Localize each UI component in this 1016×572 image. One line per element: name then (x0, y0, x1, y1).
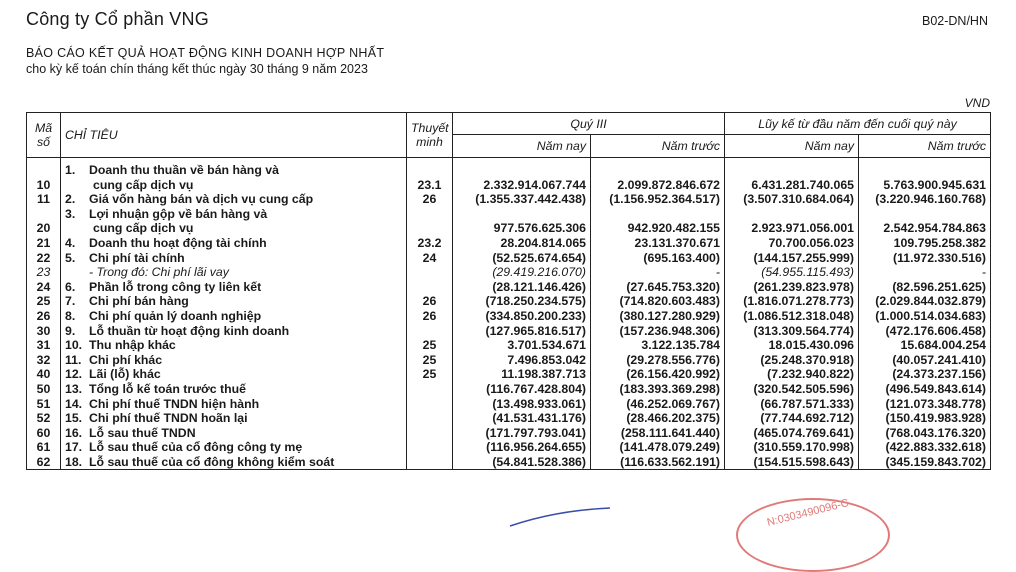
table-row (27, 294, 991, 309)
row-index: 10. (65, 338, 83, 353)
row-ytd-current: 18.015.430.096 (725, 338, 859, 353)
row-ytd-current: (310.559.170.998) (725, 440, 859, 455)
row-ytd-current: (7.232.940.822) (725, 367, 859, 382)
table-row (27, 353, 991, 368)
row-note: 26 (407, 192, 453, 207)
row-ytd-prior: (40.057.241.410) (859, 353, 991, 368)
row-note: 26 (407, 309, 453, 324)
row-quarter-prior: (29.278.556.776) (591, 353, 725, 368)
row-quarter-prior: (714.820.603.483) (591, 294, 725, 309)
row-label-continued: cung cấp dịch vụ (93, 221, 194, 236)
row-label (61, 353, 407, 368)
row-ytd-prior: (24.373.237.156) (859, 367, 991, 382)
row-note: 25 (407, 367, 453, 382)
row-label (61, 440, 407, 455)
row-index: 2. (65, 192, 76, 207)
header-quarter: Quý III (453, 113, 725, 135)
row-ytd-prior: (82.596.251.625) (859, 280, 991, 295)
row-ytd-current: (144.157.255.999) (725, 251, 859, 266)
row-index: 6. (65, 279, 76, 294)
row-index: 4. (65, 235, 76, 250)
row-note (407, 207, 453, 222)
row-code (27, 207, 61, 222)
row-ytd-prior (859, 207, 991, 222)
row-note (407, 455, 453, 470)
row-quarter-current (453, 207, 591, 222)
row-label (61, 294, 407, 309)
row-quarter-prior: (27.645.753.320) (591, 280, 725, 295)
row-quarter-current: (13.498.933.061) (453, 397, 591, 412)
header-quarter-current: Năm nay (453, 135, 591, 158)
table-row (27, 192, 991, 207)
table-row (27, 251, 991, 266)
table-row (27, 382, 991, 397)
row-label-text: Lỗ sau thuế TNDN (89, 425, 196, 440)
row-label (61, 324, 407, 339)
row-label-text: Chi phí thuế TNDN hoãn lại (89, 411, 248, 426)
row-label (61, 265, 407, 280)
table-body (27, 158, 991, 470)
row-quarter-current (453, 158, 591, 178)
header-code: Mã số (27, 113, 61, 158)
row-quarter-current: 977.576.625.306 (453, 221, 591, 236)
row-note (407, 426, 453, 441)
row-index: 3. (65, 206, 76, 221)
row-ytd-prior: (345.159.843.702) (859, 455, 991, 470)
stamp-text: N:0303490096-C (765, 497, 851, 529)
form-code: B02-DN/HN (922, 14, 988, 28)
row-ytd-current: (54.955.115.493) (725, 265, 859, 280)
row-label (61, 280, 407, 295)
row-note: 25 (407, 353, 453, 368)
row-quarter-prior: (141.478.079.249) (591, 440, 725, 455)
row-code: 52 (27, 411, 61, 426)
row-ytd-prior: (768.043.176.320) (859, 426, 991, 441)
row-index: 15. (65, 411, 83, 426)
row-ytd-prior: (1.000.514.034.683) (859, 309, 991, 324)
row-ytd-prior: (121.073.348.778) (859, 397, 991, 412)
row-quarter-prior: 2.099.872.846.672 (591, 178, 725, 193)
table-row (27, 338, 991, 353)
row-label (61, 426, 407, 441)
row-code: 25 (27, 294, 61, 309)
table-row (27, 280, 991, 295)
row-note: 25 (407, 338, 453, 353)
row-ytd-prior: - (859, 265, 991, 280)
row-label-text: Chi phí bán hàng (89, 294, 189, 309)
row-code: 11 (27, 192, 61, 207)
row-code: 51 (27, 397, 61, 412)
row-label (61, 236, 407, 251)
row-quarter-current: 11.198.387.713 (453, 367, 591, 382)
table-row (27, 367, 991, 382)
row-quarter-current: (127.965.816.517) (453, 324, 591, 339)
table-row (27, 455, 991, 470)
row-index: 16. (65, 425, 83, 440)
row-ytd-prior: (496.549.843.614) (859, 382, 991, 397)
row-code: 23 (27, 265, 61, 280)
row-index: 8. (65, 308, 76, 323)
table-row (27, 265, 991, 280)
row-code: 31 (27, 338, 61, 353)
table-row (27, 178, 991, 193)
row-quarter-prior: (116.633.562.191) (591, 455, 725, 470)
row-ytd-current: (313.309.564.774) (725, 324, 859, 339)
row-quarter-prior: (157.236.948.306) (591, 324, 725, 339)
row-label (61, 455, 407, 470)
row-note: 23.1 (407, 178, 453, 193)
row-ytd-current: (1.086.512.318.048) (725, 309, 859, 324)
row-index: 12. (65, 367, 83, 382)
row-quarter-current: (1.355.337.442.438) (453, 192, 591, 207)
row-label-text: - Trong đó: Chi phí lãi vay (89, 265, 229, 280)
row-label (61, 411, 407, 426)
row-quarter-prior: (695.163.400) (591, 251, 725, 266)
row-note (407, 397, 453, 412)
row-quarter-current: (54.841.528.386) (453, 455, 591, 470)
row-code: 10 (27, 178, 61, 193)
row-label-text: Lợi nhuận gộp về bán hàng và (89, 206, 268, 221)
row-label (61, 397, 407, 412)
row-code: 20 (27, 221, 61, 236)
row-quarter-current: (28.121.146.426) (453, 280, 591, 295)
row-label (61, 251, 407, 266)
row-index: 18. (65, 454, 83, 469)
row-ytd-prior: 2.542.954.784.863 (859, 221, 991, 236)
row-label-text: Chi phí tài chính (89, 250, 185, 265)
table-row (27, 207, 991, 222)
report-title: BÁO CÁO KẾT QUẢ HOẠT ĐỘNG KINH DOANH HỢP NHẤT (26, 46, 385, 60)
row-ytd-prior: 15.684.004.254 (859, 338, 991, 353)
row-label-text: Lỗ sau thuế của cổ đông không kiểm soát (89, 454, 335, 469)
row-quarter-current: (41.531.431.176) (453, 411, 591, 426)
row-quarter-current: (116.956.264.655) (453, 440, 591, 455)
row-code: 40 (27, 367, 61, 382)
row-label (61, 207, 407, 222)
row-code: 32 (27, 353, 61, 368)
row-code: 24 (27, 280, 61, 295)
row-quarter-current: (334.850.200.233) (453, 309, 591, 324)
row-ytd-prior: (150.419.983.928) (859, 411, 991, 426)
row-quarter-prior: 3.122.135.784 (591, 338, 725, 353)
row-note: 23.2 (407, 236, 453, 251)
row-index: 13. (65, 381, 83, 396)
row-ytd-current: (25.248.370.918) (725, 353, 859, 368)
row-quarter-prior (591, 158, 725, 178)
row-index: 1. (65, 163, 76, 177)
row-ytd-prior: (422.883.332.618) (859, 440, 991, 455)
row-note (407, 280, 453, 295)
row-ytd-prior: 109.795.258.382 (859, 236, 991, 251)
header-ytd-current: Năm nay (725, 135, 859, 158)
row-label-text: Tổng lỗ kế toán trước thuế (89, 381, 247, 396)
table-row (27, 158, 991, 178)
row-quarter-prior: (46.252.069.767) (591, 397, 725, 412)
row-quarter-prior (591, 207, 725, 222)
row-label-continued: cung cấp dịch vụ (93, 177, 194, 192)
row-code: 30 (27, 324, 61, 339)
row-ytd-current: 70.700.056.023 (725, 236, 859, 251)
row-ytd-current: (320.542.505.596) (725, 382, 859, 397)
row-label-text: Chi phí quản lý doanh nghiệp (89, 308, 262, 323)
row-quarter-prior: (380.127.280.929) (591, 309, 725, 324)
header-ytd-prior: Năm trước (859, 135, 991, 158)
row-note (407, 382, 453, 397)
row-label-text: Thu nhập khác (89, 338, 176, 353)
row-quarter-prior: (26.156.420.992) (591, 367, 725, 382)
row-label-text: Doanh thu thuần về bán hàng và (89, 163, 279, 177)
row-ytd-current: (66.787.571.333) (725, 397, 859, 412)
row-ytd-current: (77.744.692.712) (725, 411, 859, 426)
row-label (61, 178, 407, 193)
row-ytd-current: (261.239.823.978) (725, 280, 859, 295)
row-code: 22 (27, 251, 61, 266)
row-ytd-prior (859, 158, 991, 178)
row-ytd-prior: (3.220.946.160.768) (859, 192, 991, 207)
row-quarter-current: 7.496.853.042 (453, 353, 591, 368)
row-label-text: Lỗ sau thuế của cổ đông công ty mẹ (89, 440, 303, 455)
row-quarter-current: 3.701.534.671 (453, 338, 591, 353)
row-quarter-prior: (258.111.641.440) (591, 426, 725, 441)
row-index: 11. (65, 352, 82, 367)
row-label (61, 221, 407, 236)
row-quarter-prior: (1.156.952.364.517) (591, 192, 725, 207)
row-code: 50 (27, 382, 61, 397)
header-ytd: Lũy kế từ đầu năm đến cuối quý này (725, 113, 991, 135)
row-index: 7. (65, 294, 76, 309)
row-note (407, 440, 453, 455)
row-ytd-current: (3.507.310.684.064) (725, 192, 859, 207)
row-ytd-prior: (472.176.606.458) (859, 324, 991, 339)
row-note (407, 158, 453, 178)
row-quarter-current: (52.525.674.654) (453, 251, 591, 266)
row-quarter-prior: (183.393.369.298) (591, 382, 725, 397)
row-label (61, 192, 407, 207)
row-label (61, 367, 407, 382)
table-row (27, 221, 991, 236)
table-row (27, 309, 991, 324)
row-note (407, 221, 453, 236)
row-label (61, 158, 407, 178)
row-quarter-current: (116.767.428.804) (453, 382, 591, 397)
row-code: 61 (27, 440, 61, 455)
row-code (27, 158, 61, 178)
row-ytd-prior: (2.029.844.032.879) (859, 294, 991, 309)
row-note (407, 411, 453, 426)
row-quarter-current: (718.250.234.575) (453, 294, 591, 309)
table-row (27, 426, 991, 441)
table-row (27, 440, 991, 455)
row-ytd-current (725, 158, 859, 178)
row-index: 5. (65, 250, 76, 265)
row-label (61, 309, 407, 324)
header-note: Thuyết minh (407, 113, 453, 158)
row-note: 26 (407, 294, 453, 309)
row-index: 9. (65, 323, 76, 338)
row-ytd-current: (1.816.071.278.773) (725, 294, 859, 309)
row-label-text: Chi phí khác (89, 352, 163, 367)
row-label-text: Phần lỗ trong công ty liên kết (89, 279, 262, 294)
company-name: Công ty Cổ phần VNG (26, 9, 209, 29)
row-label-text: Chi phí thuế TNDN hiện hành (89, 396, 260, 411)
income-statement-table (26, 112, 991, 470)
row-index: 17. (65, 440, 83, 455)
row-label-text: Lãi (lỗ) khác (89, 367, 161, 382)
currency-unit: VND (964, 96, 990, 110)
row-quarter-current: 2.332.914.067.744 (453, 178, 591, 193)
row-quarter-current: (171.797.793.041) (453, 426, 591, 441)
row-ytd-prior: (11.972.330.516) (859, 251, 991, 266)
row-quarter-prior: 942.920.482.155 (591, 221, 725, 236)
row-code: 62 (27, 455, 61, 470)
row-ytd-current: (465.074.769.641) (725, 426, 859, 441)
row-quarter-current: 28.204.814.065 (453, 236, 591, 251)
row-label (61, 382, 407, 397)
row-ytd-current: 6.431.281.740.065 (725, 178, 859, 193)
row-code: 26 (27, 309, 61, 324)
table-row (27, 324, 991, 339)
row-quarter-current: (29.419.216.070) (453, 265, 591, 280)
table-row (27, 397, 991, 412)
row-ytd-current (725, 207, 859, 222)
table-row (27, 236, 991, 251)
row-note (407, 324, 453, 339)
report-period: cho kỳ kế toán chín tháng kết thúc ngày 30 tháng 9 năm 2023 (26, 62, 368, 76)
row-note: 24 (407, 251, 453, 266)
row-ytd-current: (154.515.598.643) (725, 455, 859, 470)
row-label-text: Lỗ thuần từ hoạt động kinh doanh (89, 323, 290, 338)
row-quarter-prior: 23.131.370.671 (591, 236, 725, 251)
table-row (27, 411, 991, 426)
row-code: 60 (27, 426, 61, 441)
row-code: 21 (27, 236, 61, 251)
row-ytd-current: 2.923.971.056.001 (725, 221, 859, 236)
row-ytd-prior: 5.763.900.945.631 (859, 178, 991, 193)
signature-stroke (500, 498, 720, 528)
row-label (61, 338, 407, 353)
row-note (407, 265, 453, 280)
header-item: CHỈ TIÊU (61, 113, 407, 158)
row-quarter-prior: (28.466.202.375) (591, 411, 725, 426)
row-label-text: Doanh thu hoạt động tài chính (89, 235, 267, 250)
row-quarter-prior: - (591, 265, 725, 280)
row-label-text: Giá vốn hàng bán và dịch vụ cung cấp (89, 192, 314, 207)
row-index: 14. (65, 396, 83, 411)
header-quarter-prior: Năm trước (591, 135, 725, 158)
